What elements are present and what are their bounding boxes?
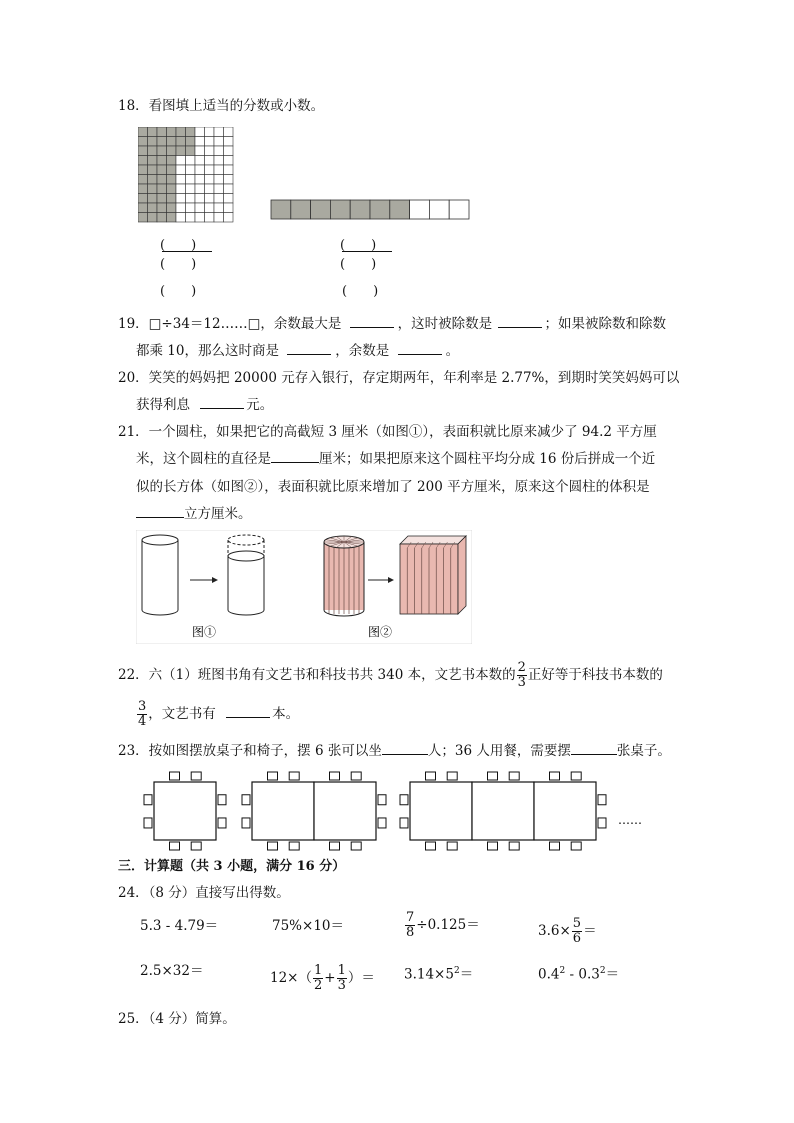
q19-text-f: 。 [445, 343, 460, 359]
grid-cell [214, 213, 224, 223]
q18-title: 18．看图填上适当的分数或小数。 [118, 98, 325, 114]
numerator: 1 [314, 963, 323, 978]
grid-cell [186, 175, 196, 185]
cuboid-top [400, 536, 466, 544]
grid-cell-shaded [157, 184, 167, 194]
q19-text-d: 都乘 10，那么这时商是 [136, 343, 279, 359]
chair [400, 795, 408, 805]
grid-cell [224, 194, 234, 204]
paren-numerator: ( ) [340, 238, 377, 253]
q22-text-e: 本。 [272, 706, 300, 722]
chair [170, 842, 180, 850]
grid-cell [186, 156, 196, 166]
grid-cell [176, 184, 186, 194]
grid-cell-shaded [167, 156, 177, 166]
bar-segment [449, 200, 469, 219]
chair [289, 842, 299, 850]
grid-cell-shaded [167, 165, 177, 175]
numerator: 1 [337, 963, 346, 978]
grid-cell-shaded [176, 137, 186, 147]
grid-cell-shaded [176, 127, 186, 137]
fig1-caption: 图① [192, 625, 217, 639]
q20-line1: 20．笑笑的妈妈把 20000 元存入银行，存定期两年，年利率是 2.77%，到期时笑笑妈妈可以 [118, 370, 680, 386]
table [472, 782, 534, 840]
grid-cell-shaded [167, 184, 177, 194]
grid-cell [224, 203, 234, 213]
q19-text-a: 19．□÷34＝12……□，余数最大是 [118, 316, 342, 332]
q19-blank-remainder[interactable] [398, 342, 442, 355]
q23-text-c: 张桌子。 [616, 743, 671, 759]
grid-cell-shaded [157, 146, 167, 156]
q23-text-b: 人；36 人用餐，需要摆 [427, 743, 571, 759]
q21-text-b: 米，这个圆柱的直径是 [136, 451, 271, 467]
grid-cell-shaded [148, 213, 158, 223]
expr-start: 3.14×5 [404, 966, 454, 983]
denominator: 6 [572, 931, 582, 946]
fraction-one-half [313, 964, 323, 993]
grid-cell [186, 165, 196, 175]
grid-cell-shaded [148, 137, 158, 147]
grid-cell [186, 184, 196, 194]
grid-cell-shaded [157, 213, 167, 223]
grid-cell-shaded [138, 213, 148, 223]
chair [351, 772, 361, 780]
chair [289, 772, 299, 780]
q25-title: 25．（4 分）简算。 [118, 1011, 236, 1027]
expr-rest: ）＝ [347, 970, 375, 986]
grid-cell [205, 175, 215, 185]
grid-cell-shaded [148, 127, 158, 137]
grid-cell [195, 175, 205, 185]
q18-decimal-blank-1[interactable]: ( ) [160, 284, 197, 299]
cylinder-sliced [324, 536, 364, 616]
q21-line1: 21．一个圆柱，如果把它的高截短 3 厘米（如图①），表面积就比原来减少了 94.2 平方厘 [118, 424, 657, 440]
denominator: 4 [138, 714, 147, 729]
grid-cell [214, 165, 224, 175]
grid-cell [176, 165, 186, 175]
grid-cell-shaded [148, 194, 158, 204]
fraction-three-quarters [137, 700, 147, 729]
grid-cell [224, 175, 234, 185]
chair [509, 772, 519, 780]
grid-cell-shaded [186, 127, 196, 137]
grid-cell-shaded [157, 127, 167, 137]
q23-blank-tables[interactable] [571, 742, 617, 755]
grid-cell-shaded [157, 194, 167, 204]
grid-cell [176, 203, 186, 213]
chair [268, 842, 278, 850]
grid-cell [195, 165, 205, 175]
chair [426, 772, 436, 780]
grid-cell-shaded [167, 194, 177, 204]
grid-cell-shaded [138, 156, 148, 166]
grid-cell-shaded [176, 146, 186, 156]
bar-segment-shaded [390, 200, 410, 219]
paren-numerator: ( ) [160, 238, 197, 253]
grid-cell-shaded [138, 184, 148, 194]
grid-cell [224, 156, 234, 166]
chair [378, 795, 386, 805]
q20-text-b: 获得利息 [136, 397, 190, 413]
grid-cell [195, 137, 205, 147]
grid-cell-shaded [138, 203, 148, 213]
q21-line3: 似的长方体（如图②），表面积就比原来增加了 200 平方厘米，原来这个圆柱的体积是 [136, 479, 650, 495]
grid-cell-shaded [148, 165, 158, 175]
grid-cell [214, 146, 224, 156]
grid-cell [205, 127, 215, 137]
q18-decimal-blank-2[interactable]: ( ) [342, 284, 379, 299]
q23-blank-people[interactable] [382, 742, 428, 755]
bar-segment [429, 200, 449, 219]
grid-cell [205, 194, 215, 204]
grid-cell-shaded [167, 127, 177, 137]
chair [191, 842, 201, 850]
denominator: 3 [517, 675, 526, 690]
grid-cell [214, 156, 224, 166]
fraction-bar [342, 251, 392, 252]
grid-cell-shaded [167, 146, 177, 156]
q19-blank-quotient[interactable] [287, 342, 331, 355]
fraction-one-third [337, 964, 347, 993]
chair [242, 818, 250, 828]
fig2-caption: 图② [368, 625, 393, 639]
expr-start: 0.4 [538, 966, 560, 983]
numerator: 7 [406, 910, 415, 925]
chair [598, 795, 606, 805]
q22-text-a: 22．六（1）班图书角有文艺书和科技书共 340 本，文艺书本数的 [118, 667, 516, 683]
numerator: 2 [517, 660, 526, 675]
grid-cell-shaded [138, 137, 148, 147]
grid-cell [205, 184, 215, 194]
grid-cell-shaded [138, 165, 148, 175]
grid-cell [176, 194, 186, 204]
q18-bar-figure [270, 199, 472, 221]
grid-cell [214, 175, 224, 185]
chair [218, 795, 226, 805]
q19-text-c: ；如果被除数和除数 [544, 316, 666, 332]
q22-line1 [118, 661, 663, 690]
q24-expr-2: 75%×10＝ [272, 918, 344, 934]
grid-cell [205, 137, 215, 147]
approx-cuboid [400, 536, 466, 614]
expr-rest: ÷0.125＝ [416, 917, 480, 933]
numerator: 3 [138, 699, 147, 714]
q24-expr-4 [538, 917, 597, 946]
grid-cell [176, 175, 186, 185]
grid-cell-shaded [138, 175, 148, 185]
q23-line [118, 742, 671, 760]
grid-cell-shaded [186, 137, 196, 147]
grid-cell-shaded [148, 175, 158, 185]
chair [550, 772, 560, 780]
grid-cell [224, 184, 234, 194]
grid-cell [224, 137, 234, 147]
grid-cell-shaded [157, 156, 167, 166]
grid-cell [205, 156, 215, 166]
table [410, 782, 472, 840]
chair [191, 772, 201, 780]
table [154, 782, 216, 840]
table-group [242, 772, 386, 850]
chair [509, 842, 519, 850]
chair [426, 842, 436, 850]
q21-line4 [136, 505, 252, 523]
chair [571, 842, 581, 850]
grid-cell [214, 137, 224, 147]
grid-cell [176, 213, 186, 223]
grid-cell [195, 213, 205, 223]
grid-cell [176, 156, 186, 166]
bar-segment-shaded [291, 200, 311, 219]
q19-blank-dividend[interactable] [498, 315, 542, 328]
expr-start: 3.6× [538, 923, 571, 939]
grid-cell [205, 165, 215, 175]
table-group [400, 772, 606, 850]
paren-denominator: ( ) [340, 257, 377, 272]
q21-blank-volume[interactable] [136, 505, 184, 518]
chair [571, 772, 581, 780]
grid-cell-shaded [157, 175, 167, 185]
denominator: 2 [314, 978, 323, 993]
grid-cell [224, 165, 234, 175]
q21-figure [136, 530, 472, 644]
expr-middle: - 0.3 [565, 966, 600, 983]
expr-rest: ＝ [605, 966, 620, 983]
bar-segment-shaded [311, 200, 331, 219]
chair [330, 842, 340, 850]
grid-cell-shaded [138, 194, 148, 204]
grid-cell [214, 184, 224, 194]
chair [400, 818, 408, 828]
grid-cell-shaded [138, 127, 148, 137]
chair [144, 795, 152, 805]
bar-segment-shaded [370, 200, 390, 219]
plus-sign: + [324, 970, 336, 986]
q18-fraction-blank-2[interactable] [340, 234, 395, 270]
chair [447, 842, 457, 850]
grid-cell [205, 203, 215, 213]
table [534, 782, 596, 840]
q24-expr-8 [538, 962, 619, 984]
grid-cell [186, 194, 196, 204]
fraction-bar [162, 251, 212, 252]
grid-cell-shaded [148, 184, 158, 194]
grid-cell-shaded [148, 146, 158, 156]
q20-line2 [136, 396, 273, 414]
chair [218, 818, 226, 828]
paren-denominator: ( ) [160, 257, 197, 272]
q21-blank-diameter[interactable] [271, 450, 319, 463]
table-group [144, 772, 226, 850]
chair [447, 772, 457, 780]
expr-rest: ＝ [583, 923, 597, 939]
denominator: 8 [406, 925, 415, 940]
q19-text-b: ，这时被除数是 [397, 316, 493, 332]
chair [330, 772, 340, 780]
q20-text-c: 元。 [246, 397, 274, 413]
q24-expr-5: 2.5×32＝ [140, 963, 204, 979]
grid-cell [214, 194, 224, 204]
exponent: 2 [599, 966, 606, 976]
q24-expr-3 [404, 911, 480, 940]
fraction-seven-eighths [405, 911, 415, 940]
q21-text-e: 立方厘米。 [184, 506, 252, 522]
exponent: 2 [453, 966, 460, 976]
grid-cell-shaded [157, 203, 167, 213]
q21-line2 [136, 450, 655, 468]
grid-cell [195, 156, 205, 166]
chair [488, 842, 498, 850]
grid-cell [224, 127, 234, 137]
denominator: 3 [337, 978, 346, 993]
q19-line2 [136, 342, 459, 360]
grid-cell-shaded [167, 175, 177, 185]
chair [488, 772, 498, 780]
chair [351, 842, 361, 850]
grid-cell [205, 146, 215, 156]
q20-blank-interest[interactable] [200, 396, 244, 409]
grid-cell [186, 213, 196, 223]
grid-cell-shaded [138, 146, 148, 156]
grid-cell [195, 203, 205, 213]
q24-expr-7 [404, 962, 473, 984]
bar-segment-shaded [271, 200, 291, 219]
q19-line1 [118, 315, 666, 333]
q23-text-a: 23．按如图摆放桌子和椅子，摆 6 张可以坐 [118, 743, 382, 759]
chair [598, 818, 606, 828]
grid-cell [195, 184, 205, 194]
q22-line2 [136, 700, 299, 729]
fraction-five-sixths [572, 917, 582, 946]
grid-cell [195, 127, 205, 137]
q19-text-e: ，余数是 [335, 343, 390, 359]
q24-title: 24．（8 分）直接写出得数。 [118, 885, 290, 901]
chair [378, 818, 386, 828]
cuboid-side [458, 536, 466, 614]
grid-cell [214, 203, 224, 213]
q24-expr-6 [270, 964, 375, 993]
table [252, 782, 314, 840]
expr-rest: ＝ [459, 966, 474, 983]
expr-start: 12×（ [270, 970, 312, 986]
chair [144, 818, 152, 828]
q23-tables-figure [136, 768, 656, 854]
q18-fraction-blank-1[interactable] [160, 234, 215, 270]
q22-text-c: ，文艺书有 [148, 706, 216, 722]
grid-cell-shaded [157, 137, 167, 147]
grid-cell-shaded [186, 146, 196, 156]
q18-grid-figure [138, 127, 238, 223]
q19-blank-max-remainder[interactable] [350, 315, 394, 328]
q21-text-c: 厘米；如果把原来这个圆柱平均分成 16 份后拼成一个近 [319, 451, 656, 467]
grid-cell-shaded [148, 156, 158, 166]
table [314, 782, 376, 840]
grid-cell [214, 127, 224, 137]
numerator: 5 [572, 916, 582, 931]
q22-blank-books[interactable] [226, 705, 270, 718]
q22-text-b: 正好等于科技书本数的 [527, 667, 663, 683]
exponent: 2 [559, 966, 566, 976]
chair [242, 795, 250, 805]
grid-cell-shaded [167, 213, 177, 223]
bar-segment-shaded [330, 200, 350, 219]
section-3-heading: 三．计算题（共 3 小题，满分 16 分） [118, 859, 346, 874]
grid-cell-shaded [167, 137, 177, 147]
chair [550, 842, 560, 850]
bar-segment-shaded [350, 200, 370, 219]
chair [170, 772, 180, 780]
grid-cell-shaded [148, 203, 158, 213]
chair [268, 772, 278, 780]
fraction-two-thirds [517, 661, 527, 690]
ellipsis: …… [618, 813, 642, 827]
grid-cell [195, 194, 205, 204]
bar-segment [410, 200, 430, 219]
grid-cell [224, 213, 234, 223]
grid-cell [205, 213, 215, 223]
grid-cell-shaded [167, 203, 177, 213]
grid-cell [195, 146, 205, 156]
q24-expr-1: 5.3 - 4.79＝ [140, 918, 219, 934]
grid-cell [224, 146, 234, 156]
grid-cell [186, 203, 196, 213]
grid-cell-shaded [157, 165, 167, 175]
